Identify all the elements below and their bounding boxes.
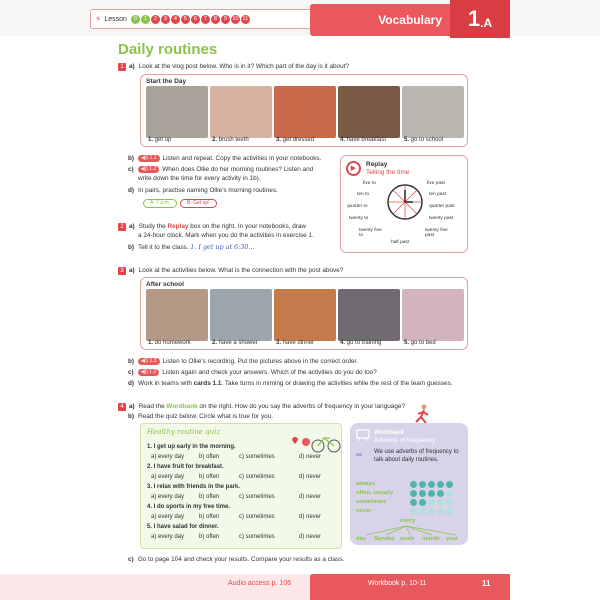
quiz-option[interactable]: d) never	[299, 474, 322, 480]
unit-suffix: .A	[480, 16, 493, 30]
quiz-option[interactable]: b) often	[199, 514, 220, 520]
frequency-dot	[410, 481, 417, 488]
instruction-text: Read the	[138, 403, 165, 410]
frequency-word: never	[356, 508, 372, 514]
photo-caption: 2. brush teeth	[212, 137, 249, 143]
quiz-option[interactable]: d) never	[299, 534, 322, 540]
item-letter: c)	[128, 166, 134, 174]
item-letter: d)	[128, 187, 135, 194]
item-letter: b)	[128, 155, 135, 163]
cards-reference: cards 1.1	[193, 380, 222, 387]
wordbank-text: We use adverbs of frequency to talk about daily routines.	[374, 449, 459, 463]
every-word: week	[400, 536, 415, 542]
frequency-dot	[446, 481, 453, 488]
example-buttons	[143, 199, 220, 208]
photo-school	[402, 86, 464, 138]
instruction-text: Go to page 104 and check your results. Compare your results as a class.	[137, 556, 345, 563]
frequency-dot	[437, 490, 444, 497]
quiz-option[interactable]: c) sometimes	[239, 474, 275, 480]
label-twenty-five-past: twenty five past	[425, 228, 448, 238]
instruction-text: box on the right. In your notebooks, draw	[190, 223, 307, 230]
quiz-title: Healthy routine quiz	[147, 428, 221, 436]
frequency-dot	[419, 499, 426, 506]
quiz-option[interactable]: a) every day	[151, 514, 185, 520]
label-half-past: half past	[391, 240, 410, 245]
clock-icon	[385, 182, 425, 222]
label-ten-past: ten past	[429, 192, 447, 197]
frequency-dot	[419, 490, 426, 497]
lesson-number[interactable]: 5	[181, 15, 190, 24]
ex3-b	[128, 358, 358, 367]
audio-track: 1.1	[149, 155, 157, 161]
every-word: Sunday	[374, 536, 395, 542]
quiz-option[interactable]: c) sometimes	[239, 494, 275, 500]
lesson-number[interactable]: 9	[221, 15, 230, 24]
instruction-text: Look at the vlog post below. Who is in it? Which part of the day is it about?	[138, 63, 349, 70]
lesson-number[interactable]: 7	[201, 15, 210, 24]
quiz-option[interactable]: b) often	[199, 454, 220, 460]
quiz-option[interactable]: c) sometimes	[239, 534, 275, 540]
frequency-dot	[410, 508, 417, 515]
instruction-text: on the right. How do you say the adverbs of frequency in your language?	[199, 403, 406, 410]
item-letter: a)	[129, 63, 135, 70]
healthy-routine-quiz	[140, 423, 342, 549]
photo-homework	[146, 289, 208, 341]
photo-caption: 3. get dressed	[276, 137, 315, 143]
instruction-text: In pairs, practise naming Ollie's morning routines.	[138, 187, 278, 194]
audio-track: 1.3	[149, 369, 157, 375]
lesson-number[interactable]: 2	[151, 15, 160, 24]
label-twenty-to: twenty to	[349, 216, 369, 221]
item-letter: d)	[128, 380, 135, 387]
label-twenty-past: twenty past	[429, 216, 454, 221]
label-five-to: five to	[363, 181, 376, 186]
quiz-option[interactable]: c) sometimes	[239, 514, 275, 520]
footer-band	[0, 574, 330, 600]
instruction-text: When does Ollie do her morning routines? Listen and	[162, 166, 314, 174]
bicycle-icon	[286, 426, 341, 454]
quiz-option[interactable]: d) never	[299, 494, 322, 500]
quiz-option[interactable]: a) every day	[151, 534, 185, 540]
photo-dinner	[274, 289, 336, 341]
frequency-dot	[419, 481, 426, 488]
wordbank-box	[350, 423, 468, 545]
board-icon	[356, 429, 370, 441]
ex2-a	[118, 223, 306, 232]
audio-button[interactable]: ◀)) 1.3	[138, 358, 160, 365]
item-letter: a)	[129, 223, 135, 230]
ex4-a	[118, 403, 458, 412]
item-letter: a)	[129, 267, 135, 274]
instruction-text: Look at the activities below. What is the connection with the post above?	[138, 267, 344, 274]
lesson-number[interactable]: 11	[242, 15, 249, 22]
workbook-reference: Workbook p. 10-11	[368, 580, 427, 587]
replay-title: Replay	[366, 161, 388, 168]
photo-training	[338, 289, 400, 341]
frequency-word: sometimes	[356, 499, 387, 505]
audio-button[interactable]: ◀)) 1.1	[138, 155, 160, 162]
instruction-text: Listen to Ollie's recording. Put the pictures above in the correct order.	[162, 358, 359, 366]
lightning-icon: ⚡	[95, 13, 102, 24]
wordbank-title: Wordbank	[374, 429, 405, 436]
quiz-option[interactable]: a) every day	[151, 454, 185, 460]
quiz-option[interactable]: a) every day	[151, 494, 185, 500]
frequency-word: often, usually	[356, 490, 394, 496]
audio-track: 1.3	[149, 358, 157, 364]
frequency-dot	[410, 499, 417, 506]
quiz-option[interactable]: d) never	[299, 514, 322, 520]
wordbank-link: Wordbank	[166, 403, 198, 410]
item-letter: c)	[128, 369, 134, 377]
item-letter: b)	[128, 244, 135, 251]
lesson-number[interactable]: 3	[161, 15, 170, 24]
wordbank-subtitle: Adverbs of frequency	[374, 437, 436, 444]
exercise-number: 1	[118, 63, 126, 71]
frequency-dot	[428, 508, 435, 515]
audio-access-link[interactable]: Audio access p. 106	[228, 580, 292, 587]
audio-track: 1.2	[149, 166, 157, 172]
speech-bubble-b: B: Get up!	[180, 199, 217, 208]
instruction-text: Tell it to the class.	[138, 244, 189, 251]
box-title: Start the Day	[146, 78, 187, 85]
quiz-question: 4. I do sports in my free time.	[147, 504, 231, 510]
photo-clock	[146, 86, 208, 138]
ex1-c-cont: write down the time for every activity in 1b).	[138, 175, 261, 182]
handwritten-example: 1. I get up at 6:30...	[190, 243, 255, 251]
frequency-word: always	[356, 481, 376, 487]
replay-box	[340, 155, 468, 253]
every-word: day	[356, 536, 366, 542]
ex3-d	[128, 380, 473, 389]
quiz-question: 3. I relax with friends in the park.	[147, 484, 241, 490]
instruction-text: Listen and repeat. Copy the activities in your notebooks.	[162, 155, 322, 163]
footer-tab	[310, 574, 510, 600]
instruction-text: Study the	[138, 223, 166, 230]
frequency-dot	[446, 490, 453, 497]
lesson-number[interactable]: 8	[211, 15, 220, 24]
quiz-option[interactable]: b) often	[199, 474, 220, 480]
lesson-number[interactable]: 6	[191, 15, 200, 24]
audio-button[interactable]: ◀)) 1.3	[138, 369, 160, 376]
instruction-text: . Take turns in miming or drawing the activities while the rest of the team guesses.	[221, 380, 453, 387]
instruction-text: Listen again and check your answers. Which of the activities do you do too?	[162, 369, 377, 377]
photo-bed	[402, 289, 464, 341]
ex4-b	[128, 413, 273, 422]
photo-dressed	[274, 86, 336, 138]
item-letter: b)	[128, 413, 135, 420]
item-letter: a)	[129, 403, 135, 410]
lesson-numbers	[130, 15, 250, 24]
lesson-number[interactable]: 1	[141, 15, 150, 24]
quiz-question: 5. I have salad for dinner.	[147, 524, 219, 530]
photo-caption: 4. go to training	[340, 340, 382, 346]
quiz-question: 2. I have fruit for breakfast.	[147, 464, 224, 470]
photo-caption: 2. have a shower	[212, 340, 258, 346]
every-word: year	[446, 536, 458, 542]
box-title: After school	[146, 281, 184, 288]
item-letter: c)	[128, 556, 134, 563]
quiz-question: 1. I get up early in the morning.	[147, 444, 236, 450]
photo-caption: 1. do homework	[148, 340, 191, 346]
exercise-number: 3	[118, 267, 126, 275]
quiz-option[interactable]: c) sometimes	[239, 454, 275, 460]
section-tab: Vocabulary	[310, 4, 450, 36]
frequency-dot	[446, 508, 453, 515]
photo-shower	[210, 289, 272, 341]
photo-caption: 5. go to school	[404, 137, 444, 143]
frequency-dot	[428, 481, 435, 488]
item-letter: b)	[128, 358, 135, 366]
unit-badge	[450, 0, 510, 38]
lesson-number[interactable]: 10	[232, 15, 239, 22]
lesson-number[interactable]: 0	[131, 15, 140, 24]
frequency-dot	[437, 499, 444, 506]
exercise-number: 2	[118, 223, 126, 231]
label-quarter-to: quarter to	[347, 204, 368, 209]
photo-caption: 4. have breakfast	[340, 137, 387, 143]
replay-link: Replay	[167, 223, 189, 230]
frequency-dot	[428, 499, 435, 506]
quiz-option[interactable]: b) often	[199, 534, 220, 540]
ex3-a	[118, 267, 343, 276]
ex4-c	[128, 556, 344, 565]
quiz-option[interactable]: b) often	[199, 494, 220, 500]
replay-subtitle: Telling the time	[366, 169, 410, 176]
ex1-d	[128, 187, 278, 196]
glasses-icon: ∞	[356, 450, 362, 459]
frequency-dot	[437, 481, 444, 488]
photo-caption: 3. have dinner	[276, 340, 315, 346]
ex2-b	[128, 243, 255, 253]
page-number: 11	[482, 579, 491, 588]
label-five-past: five past	[427, 181, 445, 186]
replay-icon: ▶	[346, 161, 361, 176]
label-ten-to: ten to	[357, 192, 370, 197]
ex1-c	[128, 166, 313, 175]
lesson-number[interactable]: 4	[171, 15, 180, 24]
speech-bubble-a: A: 7 a.m.	[143, 199, 177, 208]
label-twenty-five-to: twenty five to	[359, 228, 382, 238]
photo-brush-teeth	[210, 86, 272, 138]
page-title: Daily routines	[118, 41, 218, 58]
ex2-a-cont: a 24-hour clock. Mark when you do the activities in exercise 1.	[138, 232, 314, 239]
photo-breakfast	[338, 86, 400, 138]
ex1-a	[118, 63, 349, 72]
every-word: month	[422, 536, 440, 542]
lesson-label: Lesson	[104, 15, 127, 23]
ex1-b	[128, 155, 321, 164]
frequency-dot	[410, 490, 417, 497]
quiz-option[interactable]: a) every day	[151, 474, 185, 480]
unit-number: 1	[467, 6, 481, 31]
exercise-number: 4	[118, 403, 126, 411]
photo-caption: 5. go to bed	[404, 340, 436, 346]
lesson-navigator	[90, 9, 315, 29]
photo-caption: 1. get up	[148, 137, 172, 143]
instruction-text: Work in teams with	[138, 380, 192, 387]
every-label: every	[400, 518, 416, 524]
frequency-dot	[446, 499, 453, 506]
frequency-dot	[419, 508, 426, 515]
frequency-dot	[428, 490, 435, 497]
quiz-option[interactable]: d) never	[299, 454, 322, 460]
audio-button[interactable]: ◀)) 1.2	[138, 166, 160, 173]
ex3-c	[128, 369, 377, 378]
label-quarter-past: quarter past	[429, 204, 455, 209]
frequency-dot	[437, 508, 444, 515]
instruction-text: Read the quiz below. Circle what is true for you.	[138, 413, 274, 420]
